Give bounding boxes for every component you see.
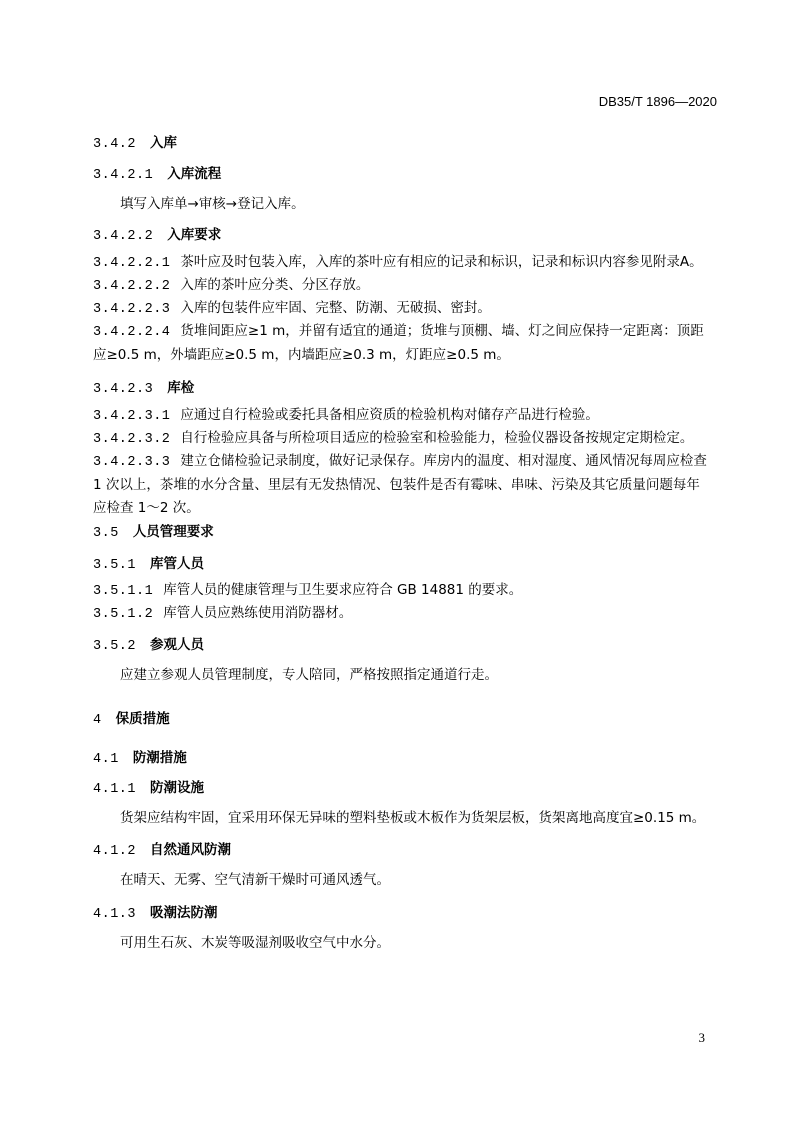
clause-text: 建立仓储检验记录制度，做好记录保存。库房内的温度、相对湿度、通风情况每周应检查1 次以上，茶堆的水分含量、里层有无发热情况、包装件是否有霉味、串味、污染及其它质量问题每年应检查 1～2 次。 bbox=[93, 453, 707, 516]
paragraph-ventilation: 在晴天、无雾、空气清新干燥时可通风透气。 bbox=[120, 872, 390, 888]
heading-4-1-3 bbox=[93, 901, 218, 922]
document-code: DB35/T 1896—2020 bbox=[598, 94, 717, 109]
clause-number: 3.5.1.2 bbox=[93, 607, 154, 622]
clause-number: 3.4.2.3.1 bbox=[93, 409, 171, 424]
paragraph-shelving: 货架应结构牢固，宜采用环保无异味的塑料垫板或木板作为货架层板，货架离地高度宜≥0.15 m。 bbox=[120, 810, 706, 826]
clause-3-4-2-3-2 bbox=[93, 427, 713, 451]
clause-text: 茶叶应及时包装入库，入库的茶叶应有相应的记录和标识，记录和标识内容参见附录A。 bbox=[180, 254, 703, 270]
heading-3-5-1 bbox=[93, 552, 204, 573]
clause-3-4-2-3-3 bbox=[93, 450, 713, 520]
clause-number: 3.4.2.3.2 bbox=[93, 432, 171, 447]
heading-4-1-2 bbox=[93, 838, 231, 859]
paragraph-absorbent: 可用生石灰、木炭等吸湿剂吸收空气中水分。 bbox=[120, 935, 390, 951]
section-title: 库检 bbox=[167, 380, 195, 396]
section-number: 4.1.2 bbox=[93, 844, 137, 859]
section-title: 入库 bbox=[150, 135, 178, 151]
heading-3-5-2 bbox=[93, 633, 204, 654]
clause-3-5-1-2 bbox=[93, 602, 713, 626]
clause-3-4-2-2-4 bbox=[93, 320, 713, 367]
section-title: 防潮设施 bbox=[150, 780, 205, 796]
clause-3-4-2-2-1 bbox=[93, 251, 713, 275]
section-number: 4 bbox=[93, 713, 102, 728]
section-number: 3.5.2 bbox=[93, 639, 137, 654]
section-title: 入库要求 bbox=[167, 227, 222, 243]
section-title: 人员管理要求 bbox=[132, 524, 214, 540]
heading-3-5 bbox=[93, 520, 214, 541]
clause-number: 3.4.2.2.1 bbox=[93, 256, 171, 271]
paragraph-inbound-process: 填写入库单→审核→登记入库。 bbox=[120, 196, 305, 212]
clause-number: 3.4.2.3.3 bbox=[93, 455, 171, 470]
section-title: 库管人员 bbox=[150, 556, 205, 572]
clause-text: 自行检验应具备与所检项目适应的检验室和检验能力，检验仪器设备按规定定期检定。 bbox=[180, 430, 694, 446]
clause-number: 3.4.2.2.4 bbox=[93, 325, 171, 340]
clause-3-4-2-2-2 bbox=[93, 274, 713, 298]
section-number: 3.4.2 bbox=[93, 137, 137, 152]
section-number: 3.5.1 bbox=[93, 558, 137, 573]
section-title: 入库流程 bbox=[167, 166, 222, 182]
section-title: 自然通风防潮 bbox=[150, 842, 232, 858]
clause-3-4-2-2-3 bbox=[93, 297, 713, 321]
section-number: 4.1 bbox=[93, 752, 119, 767]
clause-text: 货堆间距应≥1 m，并留有适宜的通道；货堆与顶棚、墙、灯之间应保持一定距离：顶距应≥0.5 m，外墙距应≥0.5 m，内墙距应≥0.3 m，灯距应≥0.5 m。 bbox=[93, 323, 704, 363]
heading-4 bbox=[93, 707, 170, 728]
heading-3-4-2 bbox=[93, 131, 177, 152]
heading-4-1-1 bbox=[93, 776, 204, 797]
clause-text: 入库的包装件应牢固、完整、防潮、无破损、密封。 bbox=[180, 300, 491, 316]
section-title: 保质措施 bbox=[115, 711, 170, 727]
section-number: 3.4.2.1 bbox=[93, 168, 154, 183]
page-number: 3 bbox=[698, 1030, 705, 1045]
heading-3-4-2-3 bbox=[93, 376, 194, 397]
section-number: 4.1.1 bbox=[93, 782, 137, 797]
section-title: 防潮措施 bbox=[132, 750, 187, 766]
clause-text: 应通过自行检验或委托具备相应资质的检验机构对储存产品进行检验。 bbox=[180, 407, 599, 423]
clause-number: 3.5.1.1 bbox=[93, 584, 154, 599]
clause-text: 入库的茶叶应分类、分区存放。 bbox=[180, 277, 370, 293]
heading-3-4-2-2 bbox=[93, 223, 221, 244]
heading-4-1 bbox=[93, 746, 187, 767]
clause-3-5-1-1 bbox=[93, 579, 713, 603]
section-number: 3.4.2.2 bbox=[93, 229, 154, 244]
clause-3-4-2-3-1 bbox=[93, 404, 713, 428]
section-number: 4.1.3 bbox=[93, 907, 137, 922]
section-number: 3.5 bbox=[93, 526, 119, 541]
paragraph-visitors: 应建立参观人员管理制度，专人陪同，严格按照指定通道行走。 bbox=[120, 667, 498, 683]
clause-text: 库管人员的健康管理与卫生要求应符合 GB 14881 的要求。 bbox=[163, 582, 523, 598]
clause-text: 库管人员应熟练使用消防器材。 bbox=[163, 605, 353, 621]
section-number: 3.4.2.3 bbox=[93, 382, 154, 397]
section-title: 参观人员 bbox=[150, 637, 205, 653]
section-title: 吸潮法防潮 bbox=[150, 905, 218, 921]
clause-number: 3.4.2.2.2 bbox=[93, 279, 171, 294]
clause-number: 3.4.2.2.3 bbox=[93, 302, 171, 317]
heading-3-4-2-1 bbox=[93, 162, 221, 183]
